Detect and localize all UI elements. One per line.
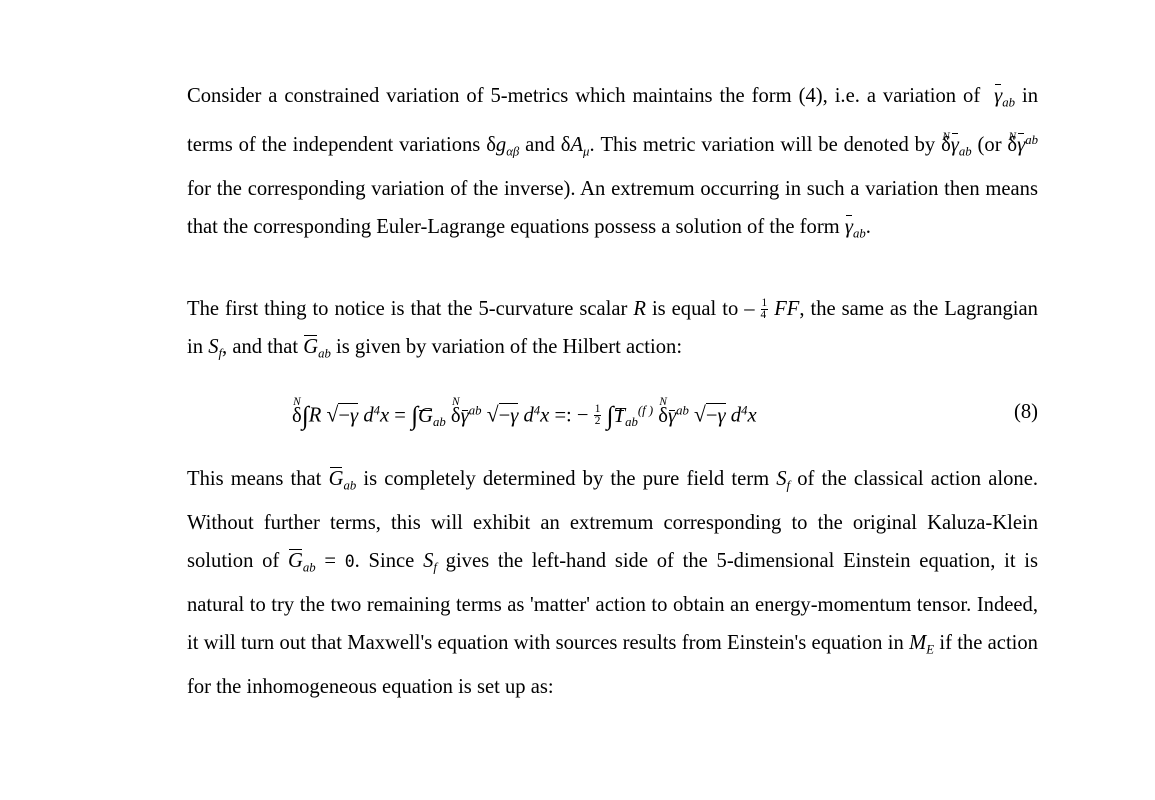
text-span: and [525, 134, 555, 157]
math-G-bar-ab: $G_{ab}$ [303, 336, 331, 358]
math-minus-quarter-FF: – $\frac{1}{4}$ FF [744, 296, 800, 321]
equation-body: δ N∫R √−γ $d^4x = \int G_{ab}$ δ $N\gamma^{ab}$ √−γ $d^4x$ =: − $\frac{1}{2}$ $\int T_{ab}^{(f )}$ δ $N\gamma^{ab}$ √−γ $d^4x$ [292, 401, 757, 431]
text-span: . This metric variation will be denoted by [589, 134, 936, 157]
document-page [187, 78, 1038, 707]
text-span: for the corresponding variation of the inverse). An extremum occurring in such a variation then means that the corresponding Euler-Lagrange equations possess a solution of the form [187, 178, 1038, 239]
text-span: . Since [354, 549, 415, 572]
paragraph-field-term [187, 461, 1038, 707]
text-span: of the classical action alone. Without further terms, this will exhibit an extremum corresponding to the original Kaluza-Klein solution of [187, 468, 1038, 572]
equation-number: (8) [1013, 401, 1038, 424]
math-S-f: $S_f$ [423, 549, 437, 575]
math-N-delta-gamma-inv: δ $N\gamma^{ab}$ [1007, 134, 1038, 156]
text-span: in terms of the independent variations [187, 85, 1038, 157]
math-delta-g: $\delta g_{\alpha\beta}$ [486, 134, 520, 159]
text-span: is completely determined by the pure field term [363, 468, 770, 491]
text-span: Consider a constrained variation of 5-metrics which maintains the form (4), i.e. a variation of [187, 85, 981, 107]
text-span: is given by variation of the Hilbert action: [336, 335, 683, 358]
text-span: if the action for the inhomogeneous equation is set up as: [187, 631, 1038, 699]
math-gamma-bar-ab: $\gamma_{ab}$ [987, 85, 1015, 107]
math-S-f: $S_f$ [776, 468, 791, 493]
paragraph-constrained-variation [187, 78, 1038, 253]
math-G-bar-ab: $G_{ab}$ [329, 468, 357, 490]
text-span: The first thing to notice is that the 5-curvature scalar [187, 298, 628, 321]
text-span: , the same as the Lagrangian in [187, 298, 1038, 358]
math-delta-A: $\delta A_\mu$ [560, 134, 590, 159]
math-N-delta-gamma-ab: δ $N\gamma_{ab}$ [941, 134, 972, 156]
math-R: R [633, 298, 646, 321]
text-span: gives the left-hand side of the 5-dimensional Einstein equation, it is natural to try the two remaining terms as 'matter' action to obtain an energy-momentum tensor. Indeed, it will turn out that Maxwell's equation with sources results from Einstein's equation in [187, 549, 1039, 654]
math-S-f: $S_f$ [208, 335, 223, 361]
text-span: is equal to [651, 298, 739, 321]
text-span: . [865, 216, 871, 239]
math-M-E: $M_E$ [909, 631, 935, 657]
math-gamma-bar-ab: $\gamma_{ab}$ [845, 216, 866, 238]
text-span: , and that [222, 335, 299, 358]
paragraph-curvature-scalar [187, 291, 1038, 373]
text-span: (or [977, 134, 1002, 157]
equation-8 [187, 383, 1038, 461]
math-G-bar-ab-equals-zero: $G_{ab} = 0$ [288, 550, 355, 572]
text-span: This means that [187, 468, 322, 491]
